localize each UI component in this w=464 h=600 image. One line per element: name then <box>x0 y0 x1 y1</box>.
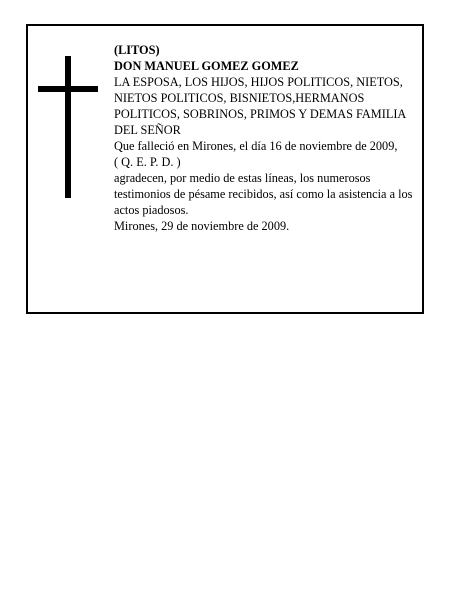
cross-horizontal-bar <box>38 86 98 92</box>
alias: (LITOS) <box>114 43 160 57</box>
notice-text <box>114 42 418 234</box>
thanks-text: agradecen, por medio de estas líneas, los numerosos testimonios de pésame recibidos, así como la asistencia a los actos piadosos. <box>114 171 413 217</box>
deceased-name: DON MANUEL GOMEZ GOMEZ <box>114 59 299 73</box>
cross-vertical-bar <box>65 56 71 198</box>
cross-icon <box>38 56 98 198</box>
rip: ( Q. E. P. D. ) <box>114 155 181 169</box>
obituary-notice <box>26 24 424 314</box>
family-list: LA ESPOSA, LOS HIJOS, HIJOS POLITICOS, NIETOS, NIETOS POLITICOS, BISNIETOS,HERMANOS POLITICOS, SOBRINOS, PRIMOS Y DEMAS FAMILIA DEL SEÑOR <box>114 75 406 137</box>
place-date: Mirones, 29 de noviembre de 2009. <box>114 219 290 233</box>
death-info: Que falleció en Mirones, el día 16 de noviembre de 2009, <box>114 139 398 153</box>
